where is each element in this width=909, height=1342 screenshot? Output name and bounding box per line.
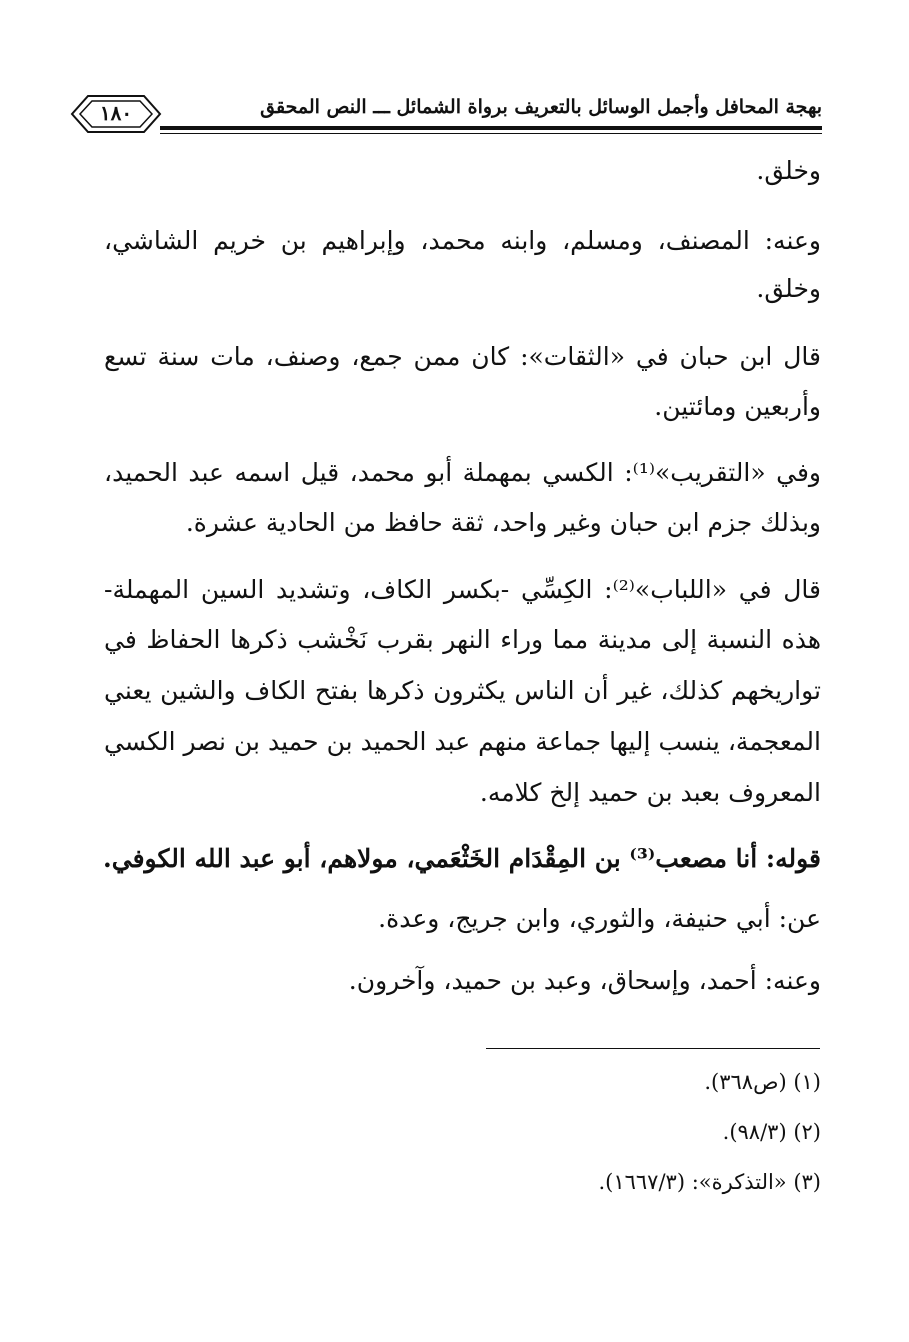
body-line: قال في «اللباب»⁽²⁾: الكِسِّي -بكسر الكاف، وتشديد السين المهملة- [104, 575, 821, 604]
footnote: (١) (ص٣٦٨). [704, 1070, 821, 1094]
body-line: وبذلك جزم ابن حبان وغير واحد، ثقة حافظ من الحادية عشرة. [185, 508, 821, 537]
body-line: تواريخهم كذلك، غير أن الناس يكثرون ذكرها بفتح الكاف والشين يعني [104, 676, 821, 705]
body-line: المعجمة، ينسب إليها جماعة منهم عبد الحميد بن حميد بن نصر الكسي [104, 727, 821, 756]
body-line: هذه النسبة إلى مدينة مما وراء النهر بقرب نَخْشب ذكرها الحفاظ في [104, 625, 821, 654]
body-line: وفي «التقريب»⁽¹⁾: الكسي بمهملة أبو محمد، قيل اسمه عبد الحميد، [104, 458, 822, 487]
header-title: بهجة المحافل وأجمل الوسائل بالتعريف برواة الشمائل ـــ النص المحقق [260, 96, 822, 118]
body-line: قال ابن حبان في «الثقات»: كان ممن جمع، وصنف، مات سنة تسع [104, 342, 821, 371]
body-line: وأربعين ومائتين. [654, 392, 821, 421]
body-line: عن: أبي حنيفة، والثوري، وابن جريج، وعدة. [378, 904, 821, 933]
body-line: وخلق. [756, 274, 821, 303]
header-rule-thick [160, 126, 822, 130]
header-rule-thin [160, 133, 822, 134]
body-line-heading: قوله: أنا مصعب⁽³⁾ بن المِقْدَام الخَثْعَمي، مولاهم، أبو عبد الله الكوفي. [103, 844, 821, 873]
body-line: المعروف بعبد بن حميد إلخ كلامه. [479, 778, 821, 807]
body-line: وعنه: المصنف، ومسلم، وابنه محمد، وإبراهيم بن خريم الشاشي، [104, 226, 821, 255]
body-line: وخلق. [756, 156, 821, 185]
page-number-frame [70, 92, 162, 136]
running-header [70, 92, 822, 142]
page-number: ١٨٠ [99, 101, 133, 125]
footnote: (٢) (٩٨/٣). [722, 1120, 821, 1144]
footnote-separator [486, 1048, 820, 1049]
body-line: وعنه: أحمد، وإسحاق، وعبد بن حميد، وآخرون. [348, 966, 821, 995]
footnote: (٣) «التذكرة»: (١٦٦٧/٣). [598, 1170, 821, 1194]
